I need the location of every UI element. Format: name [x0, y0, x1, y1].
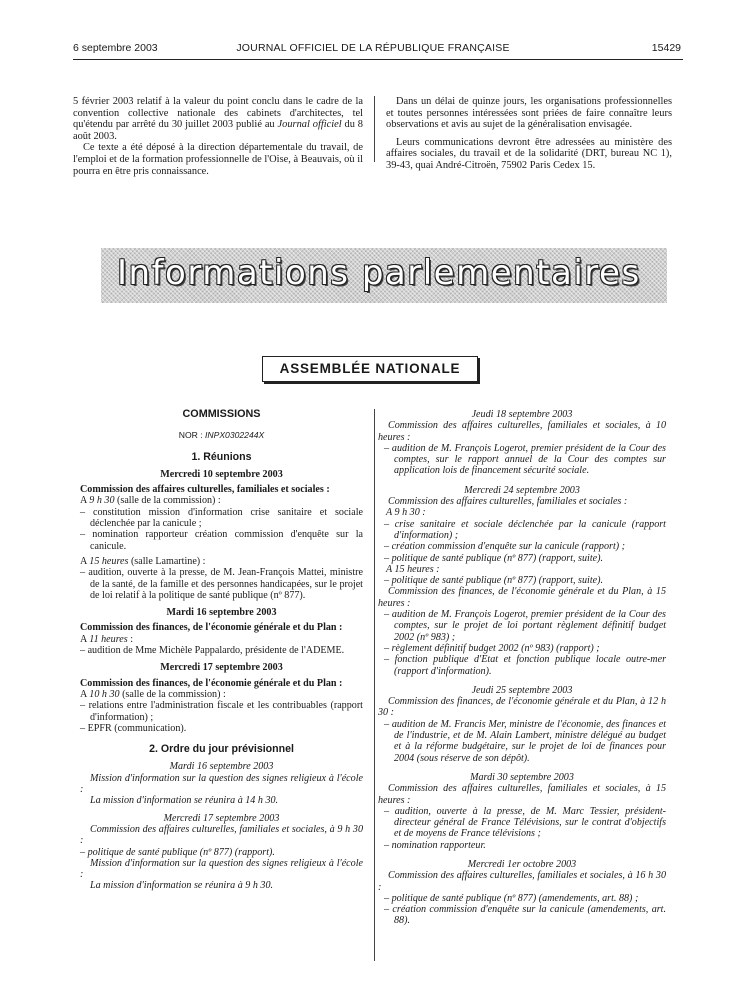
item-nomination-rapporteur-2: – nomination rapporteur.: [384, 839, 486, 851]
item-audition-pappalardo: – audition de Mme Michèle Pappalardo, présidente de l'ADEME.: [80, 645, 345, 657]
section-reunions: 1. Réunions: [191, 450, 252, 463]
top-column-divider: [374, 96, 375, 162]
item-politique-sante-amendements: – politique de santé publique (nº 877) (amendements, art. 88) ;: [384, 892, 639, 904]
item-fonction-publique: – fonction publique d'Etat et fonction publique locale outre-mer (rapport d'information).: [384, 654, 666, 677]
commissions-heading: COMMISSIONS: [182, 408, 261, 420]
bottom-column-divider: [374, 409, 375, 961]
time-9h30-24: A 9 h 30 :: [386, 507, 426, 519]
date-mardi-30: Mardi 30 septembre 2003: [470, 771, 574, 783]
section-ordre-du-jour: 2. Ordre du jour prévisionnel: [149, 743, 294, 756]
date-jeudi-25: Jeudi 25 septembre 2003: [471, 684, 573, 696]
journal-title: JOURNAL OFFICIEL DE LA RÉPUBLIQUE FRANÇAISE: [236, 42, 510, 54]
date-mercredi-1-octobre: Mercredi 1er octobre 2003: [467, 858, 577, 870]
commission-culturelles-16h30: Commission des affaires culturelles, familiales et sociales, à 16 h 30 :: [378, 870, 666, 893]
date-mardi-16-b: Mardi 16 septembre 2003: [169, 761, 274, 773]
item-reglement-budget: – règlement définitif budget 2002 (nº 983) (rapport) ;: [384, 642, 600, 654]
item-politique-sante: – politique de santé publique (nº 877) (rapport).: [80, 846, 275, 858]
section-banner: [101, 248, 667, 303]
date-mercredi-17: Mercredi 17 septembre 2003: [160, 662, 283, 674]
page-header: [73, 42, 681, 58]
mission-signes-2: Mission d'information sur la question des signes religieux à l'école :: [80, 857, 363, 881]
page-number: 15429: [651, 42, 681, 54]
commission-culturelles-24: Commission des affaires culturelles, familiales et sociales :: [388, 496, 628, 508]
top-right-paragraph-1: Dans un délai de quinze jours, les organisations professionnelles et toutes personnes intéressées sont priées de faire connaître leurs observations et avis au sujet de la généralisation envisagée.: [386, 96, 672, 131]
mission-reunion-2: La mission d'information se réunira à 9 h 30.: [90, 880, 274, 892]
commission-finances-12h30: Commission des finances, de l'économie générale et du Plan, à 12 h 30 :: [378, 696, 666, 719]
top-left-paragraph-1: 5 février 2003 relatif à la valeur du point conclu dans le cadre de la convention collective nationale des cabinets d'architectes, tel qu'étendu par arrêté du 30 juillet 2003 publié au Journal officiel du 8 août 2003.: [73, 96, 363, 142]
commission-finances-1: Commission des finances, de l'économie générale et du Plan :: [80, 622, 343, 634]
time-11h: A 11 heures :: [80, 633, 133, 645]
top-right-paragraph-2: Leurs communications devront être adressées au ministère des affaires sociales, du travail et de la solidarité (DRT, bureau NC 1), 39-43, quai André-Citroën, 75902 Paris Cedex 15.: [386, 136, 672, 171]
item-canicule-amendements: – création commission d'enquête sur la canicule (amendements, art. 88).: [384, 904, 666, 927]
commission-culturelles-9h30: Commission des affaires culturelles, familiales et sociales, à 9 h 30 :: [80, 823, 363, 847]
item-audition-tessier: – audition, ouverte à la presse, de M. Marc Tessier, président-directeur général de France Télévisions, sur le contrat d'objectifs et de moyens de France télévisions ;: [384, 805, 666, 840]
item-audition-mer-lambert: – audition de M. Francis Mer, ministre de l'économie, des finances et de l'industrie, et de M. Alain Lambert, ministre délégué au budget et à la réforme budgétaire, sur le projet de loi de finances pour 2004 (sous réserve de son dépôt).: [384, 718, 666, 764]
header-date: 6 septembre 2003: [73, 42, 158, 54]
time-15h-24: A 15 heures :: [386, 563, 440, 575]
top-left-column: [73, 96, 363, 177]
mission-reunion-1: La mission d'information se réunira à 14 h 30.: [90, 795, 279, 807]
left-column: [80, 409, 363, 892]
item-epfr: – EPFR (communication).: [80, 722, 187, 734]
mission-signes-1: Mission d'information sur la question des signes religieux à l'école :: [80, 772, 363, 796]
item-audition-logerot-1: – audition de M. François Logerot, premier président de la Cour des comptes, sur le rapport annuel de la Cour des comptes sur application lois de financement sécurité sociale.: [384, 442, 666, 477]
item-politique-sante-suite-1: – politique de santé publique (nº 877) (rapport, suite).: [384, 552, 603, 564]
item-audition-mattei: – audition, ouverte à la presse, de M. Jean-François Mattei, ministre de la santé, de la famille et des personnes handicapées, sur le projet de loi relatif à la politique de santé publique (nº 877).: [80, 567, 363, 601]
time-15h: A 15 heures (salle Lamartine) :: [80, 555, 206, 567]
time-9h30: A 9 h 30 (salle de la commission) :: [80, 495, 221, 507]
header-rule: [73, 59, 683, 60]
item-creation-commission: – création commission d'enquête sur la canicule (rapport) ;: [384, 541, 626, 553]
item-politique-sante-suite-2: – politique de santé publique (nº 877) (rapport, suite).: [384, 575, 603, 587]
date-mercredi-24: Mercredi 24 septembre 2003: [464, 484, 580, 496]
nor-reference: NOR : INPX0302244X: [178, 430, 265, 441]
item-audition-logerot-2: – audition de M. François Logerot, premier président de la Cour des comptes, sur le projet de loi portant règlement définitif budget 2002 (nº 983) ;: [384, 609, 666, 643]
assembly-title: ASSEMBLÉE NATIONALE: [262, 356, 478, 382]
banner-title: Informations parlementaires: [117, 253, 641, 293]
commission-culturelles-15h: Commission des affaires culturelles, familiales et sociales, à 15 heures :: [378, 783, 666, 806]
time-10h30: A 10 h 30 (salle de la commission) :: [80, 688, 226, 700]
commission-finances-15h: Commission des finances, de l'économie générale et du Plan, à 15 heures :: [378, 586, 666, 609]
item-relations-fiscales: – relations entre l'administration fiscale et les contribuables (rapport d'information) ;: [80, 700, 363, 723]
commission-affaires-culturelles: Commission des affaires culturelles, familiales et sociales :: [80, 484, 330, 496]
date-mercredi-10: Mercredi 10 septembre 2003: [160, 468, 283, 480]
commission-culturelles-10h: Commission des affaires culturelles, familiales et sociales, à 10 heures :: [378, 420, 666, 443]
item-crise-sanitaire: – crise sanitaire et sociale déclenchée par la canicule (rapport d'information) ;: [384, 518, 666, 541]
right-column: [378, 409, 666, 927]
date-mardi-16: Mardi 16 septembre 2003: [166, 607, 277, 619]
date-mercredi-17-b: Mercredi 17 septembre 2003: [163, 812, 280, 824]
date-jeudi-18: Jeudi 18 septembre 2003: [471, 409, 573, 420]
commission-finances-2: Commission des finances, de l'économie générale et du Plan :: [80, 677, 343, 689]
item-nomination-rapporteur: – nomination rapporteur création commission d'enquête sur la canicule.: [80, 529, 363, 552]
item-mission-information: – constitution mission d'information crise sanitaire et sociale déclenchée par la canicule ;: [80, 506, 363, 530]
top-left-paragraph-2: Ce texte a été déposé à la direction départementale du travail, de l'emploi et de la formation professionnelle de l'Oise, à Beauvais, où il pourra en être pris connaissance.: [73, 142, 363, 177]
top-right-column: [386, 96, 672, 172]
